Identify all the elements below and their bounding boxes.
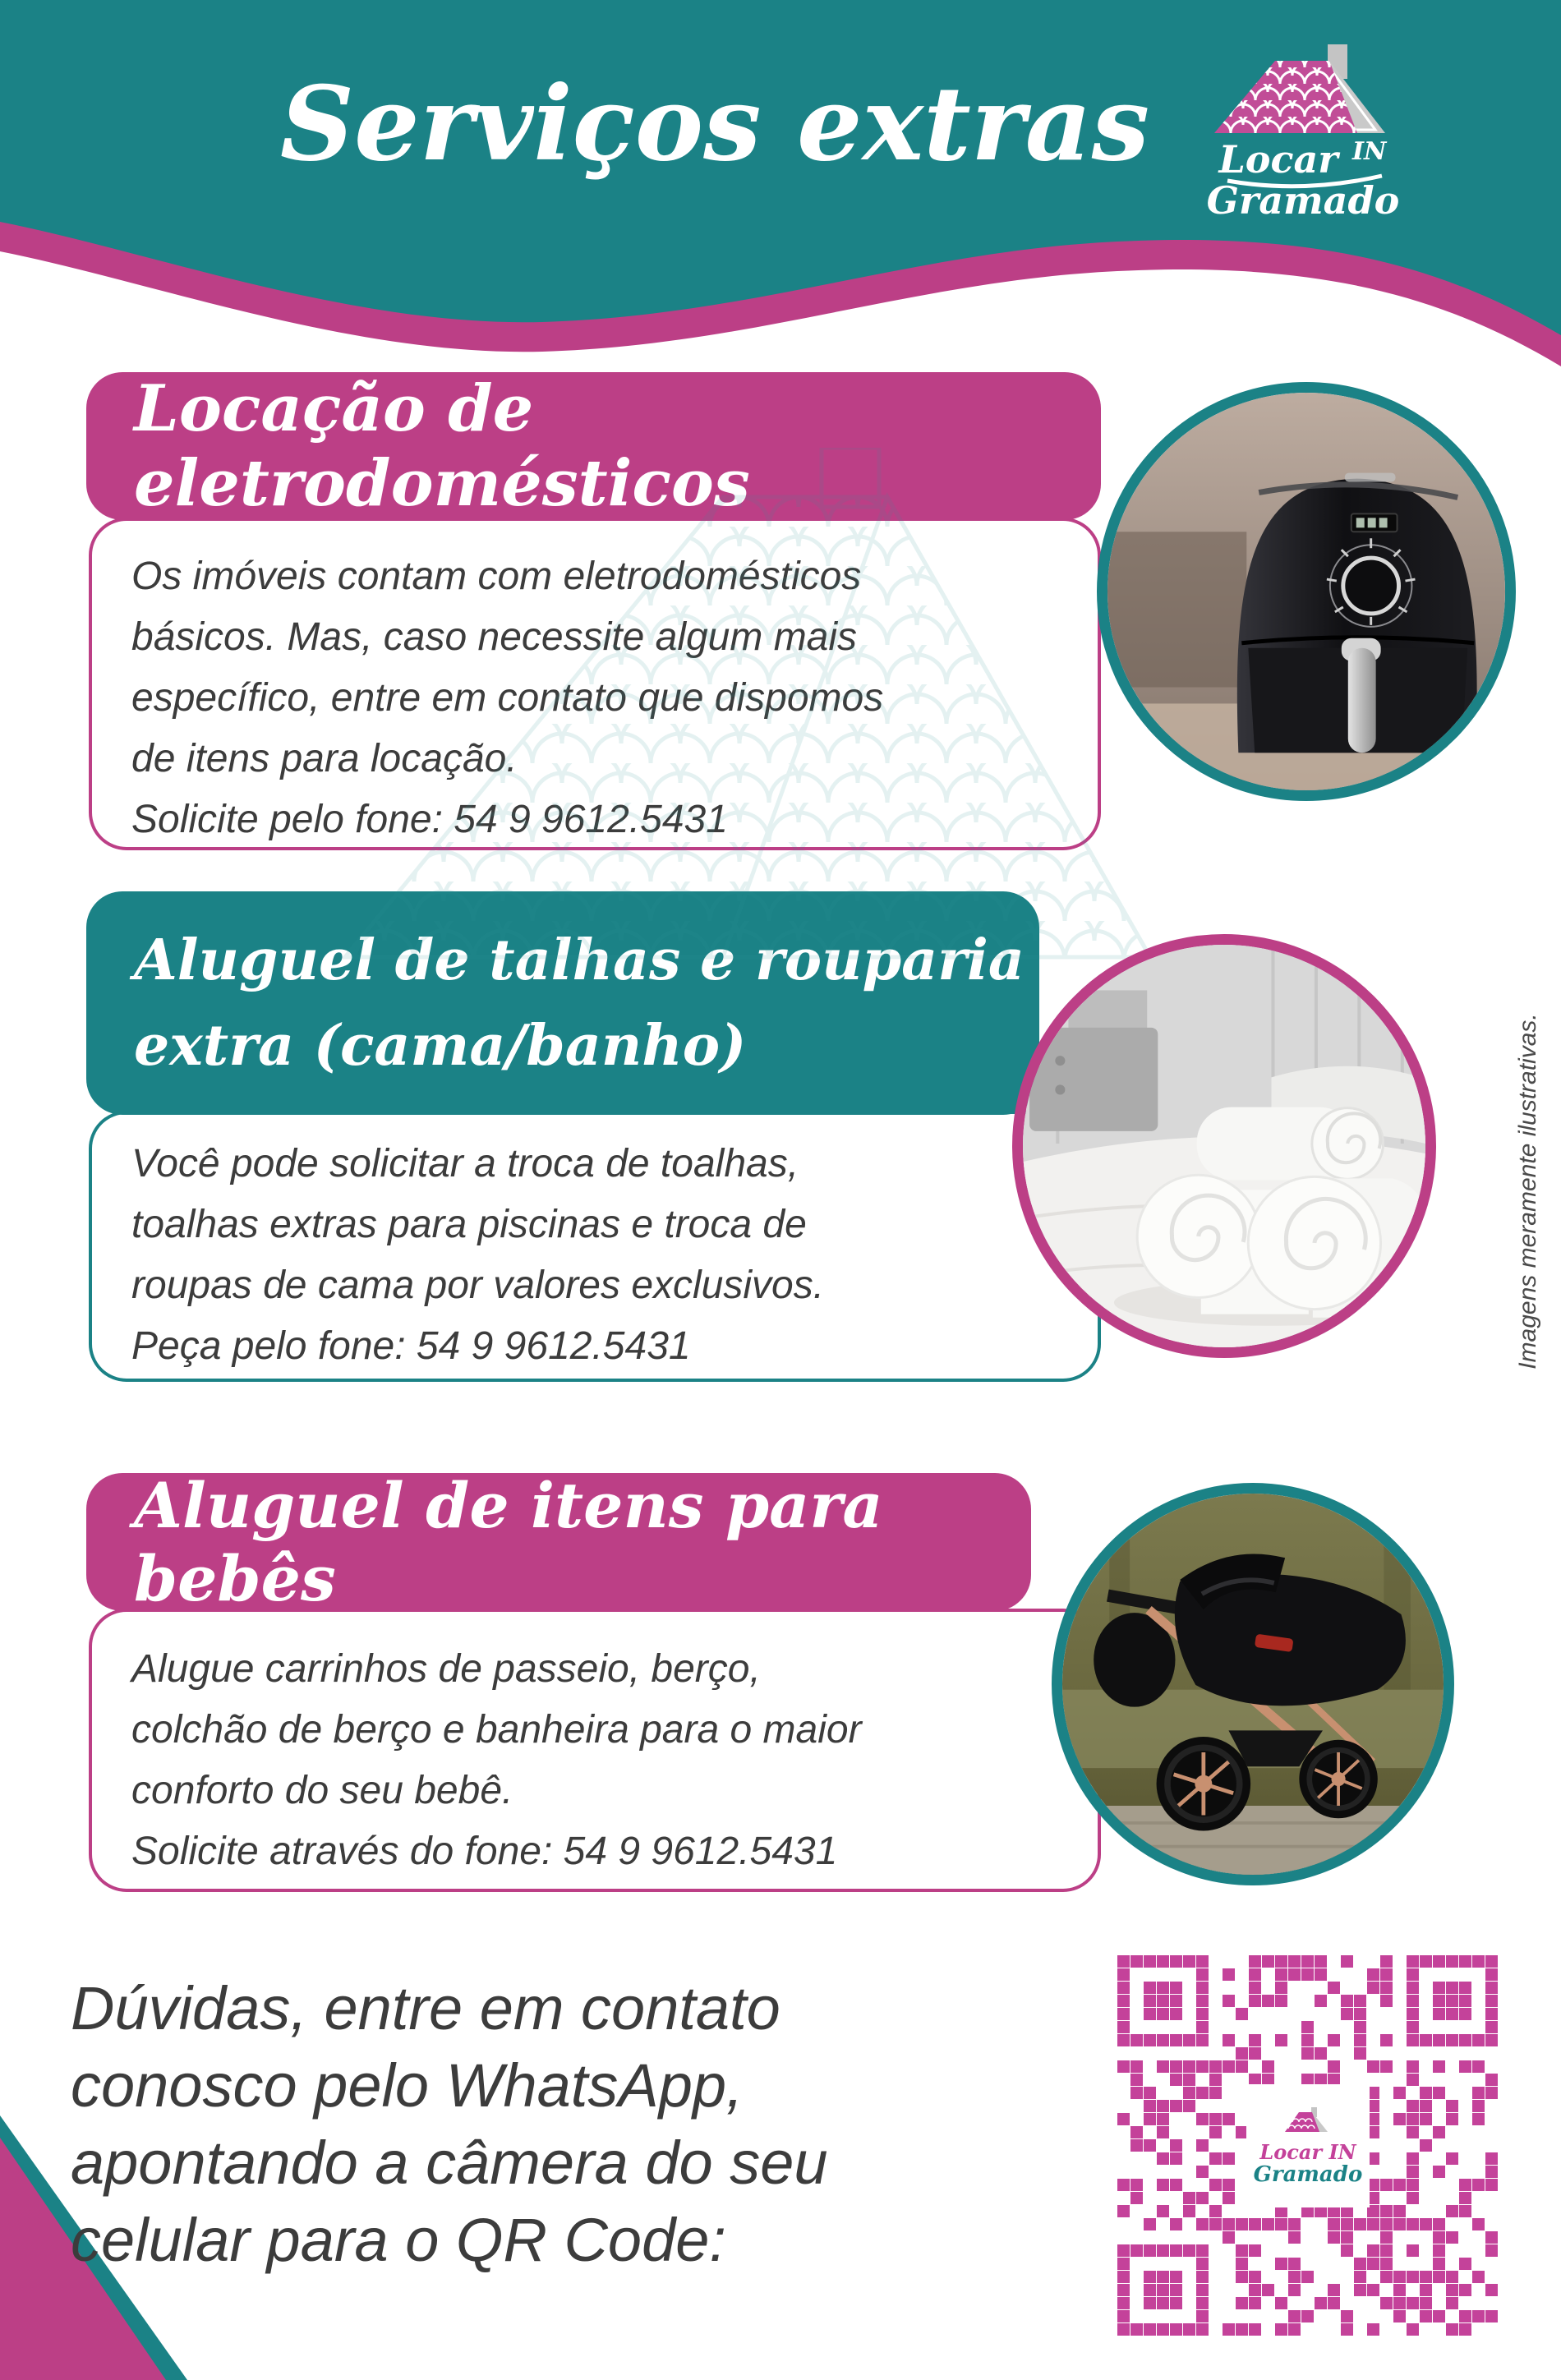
card-title: extra (cama/banho) — [134, 1013, 747, 1079]
card-phone-line: Peça pelo fone: 54 9 9612.5431 — [131, 1324, 691, 1368]
card-baby-text: Alugue carrinhos de passeio, berço, colchão de berço e banheira para o maior conforto do seu bebê. Solicite através do fone: 54 9 9612.5431 — [131, 1639, 862, 1882]
towels-photo — [1012, 934, 1436, 1358]
logo-word-in: IN — [1352, 137, 1387, 166]
card-title: Aluguel de itens para bebês — [134, 1469, 883, 1615]
stroller-photo — [1052, 1483, 1454, 1885]
air-fryer-photo — [1097, 382, 1516, 801]
card-phone-line: Solicite através do fone: 54 9 9612.5431 — [131, 1830, 838, 1873]
locar-in-gramado-logo — [1206, 35, 1423, 225]
card-title: Locação de eletrodomésticos — [134, 371, 750, 521]
image-disclaimer: Imagens meramente ilustrativas. — [1514, 1013, 1541, 1370]
logo-word-locar: Locar — [1218, 137, 1338, 182]
logo-house-icon — [1214, 44, 1385, 133]
card-linen-text: Você pode solicitar a troca de toalhas, toalhas extras para piscinas e troca de roupas de cama por valores exclusivos. Peça pelo fone: 54 9 9612.5431 — [131, 1134, 824, 1377]
contact-text: Dúvidas, entre em contato conosco pelo WhatsApp, apontando a câmera do seu celular para o QR Code: — [71, 1974, 828, 2274]
card-title: Aluguel de talhas e rouparia — [134, 928, 1025, 993]
card-linen-banner — [86, 891, 1039, 1115]
card-baby-banner — [86, 1469, 1031, 1615]
qr-center-logo: Locar IN Gramado — [1246, 2084, 1370, 2207]
whatsapp-qr-code — [1117, 1955, 1499, 2336]
card-appliances-text: Os imóveis contam com eletrodomésticos básicos. Mas, caso necessite algum mais específico, entre em contato que dispomos de itens para locação. Solicite pelo fone: 54 9 9612.5431 — [131, 546, 883, 850]
logo-word-gramado: Gramado — [1206, 178, 1400, 223]
card-appliances-banner — [86, 372, 1101, 520]
card-phone-line: Solicite pelo fone: 54 9 9612.5431 — [131, 798, 728, 841]
qr-logo-house-icon — [1282, 2106, 1334, 2142]
page-title: Serviços extras — [279, 64, 1150, 184]
